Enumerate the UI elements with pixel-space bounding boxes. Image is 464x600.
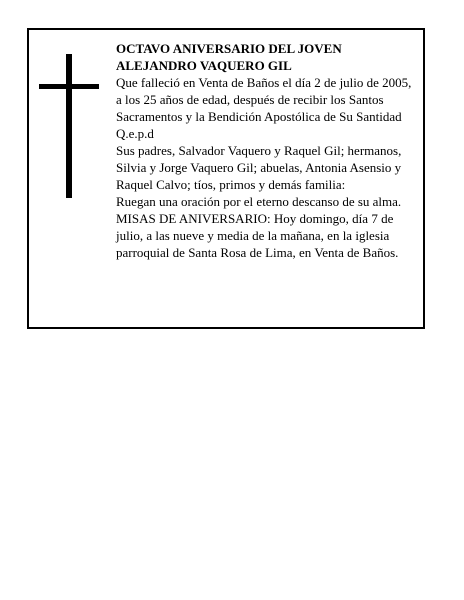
prayer-request: Ruegan una oración por el eterno descanso de su alma. <box>116 194 402 209</box>
notice-text <box>116 40 416 261</box>
cross-horizontal-bar <box>39 84 99 89</box>
death-info: Que falleció en Venta de Baños el día 2 de julio de 2005, a los 25 años de edad, después de recibir los Santos Sacramentos y la Bendición Apostólica de Su Santidad <box>116 75 412 124</box>
obituary-notice <box>27 28 425 329</box>
family-list: Sus padres, Salvador Vaquero y Raquel Gil; hermanos, Silvia y Jorge Vaquero Gil; abuelas, Antonia Asensio y Raquel Calvo; tíos, primos y demás familia: <box>116 143 402 192</box>
cross-icon <box>39 54 99 198</box>
notice-title: OCTAVO ANIVERSARIO DEL JOVEN ALEJANDRO VAQUERO GIL <box>116 41 342 73</box>
cross-vertical-bar <box>66 54 72 198</box>
anniversary-masses: MISAS DE ANIVERSARIO: Hoy domingo, día 7 de julio, a las nueve y media de la mañana, en la iglesia parroquial de Santa Rosa de Lima, en Venta de Baños. <box>116 211 399 260</box>
qepd-line: Q.e.p.d <box>116 126 154 141</box>
